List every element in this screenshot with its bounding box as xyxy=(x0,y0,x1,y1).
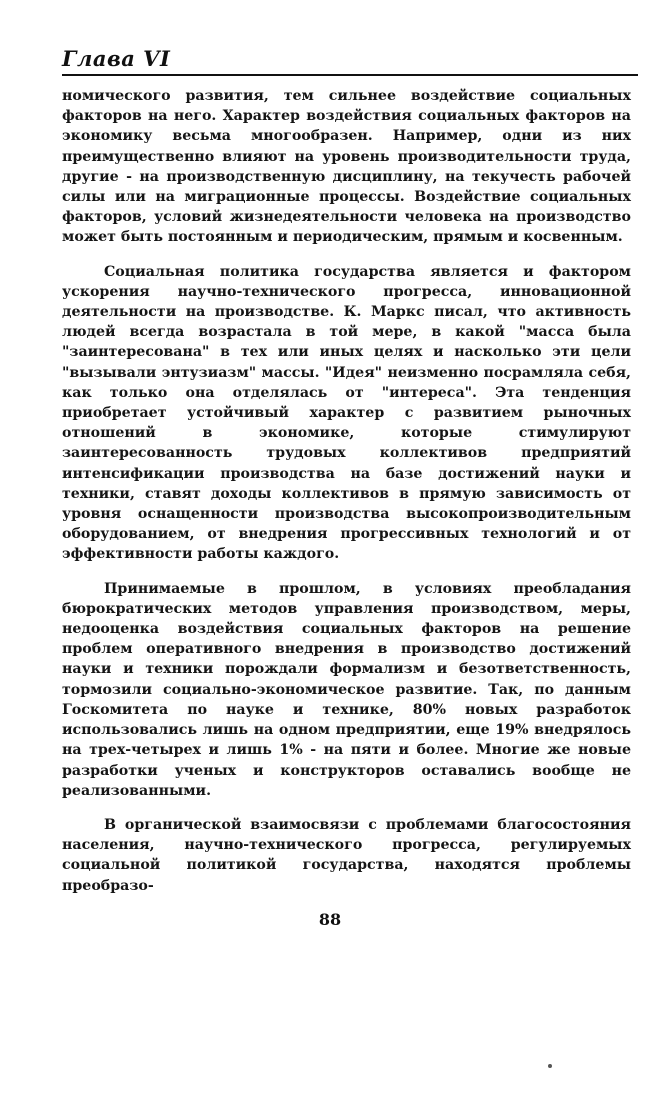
paragraph-4: В органической взаимосвязи с проблемами благосостояния населения, научно-технического прогресса, регулируемых социальной политикой государства, находятся проблемы преобразо- xyxy=(62,816,631,894)
body-text xyxy=(62,86,631,910)
paragraph-3: Принимаемые в прошлом, в условиях преобладания бюрократических методов управления производством, меры, недооценка воздействия социальных факторов на решение проблем оперативного внедрения в производство достижений науки и техники порождали формализм и безответственность, тормозили социально-экономическое развитие. Так, по данным Госкомитета по науке и технике, 80% новых разработок использовались лишь на одном предприятии, еще 19% внедрялось на трех-четырех и лишь 1% - на пяти и более. Многие же новые разработки ученых и конструкторов оставались вообще не реализованными. xyxy=(62,580,631,799)
header-rule xyxy=(62,74,638,76)
paragraph-1: номического развития, тем сильнее воздействие социальных факторов на него. Характер воздействия социальных факторов на экономику весьма многообразен. Например, одни из них преимущественно влияют на уровень производительности труда, другие - на производственную дисциплину, на текучесть рабочей силы или на миграционные процессы. Воздействие социальных факторов, условий жизнедеятельности человека на производство может быть постоянным и периодическим, прямым и косвенным. xyxy=(62,88,631,246)
scan-speck xyxy=(548,1064,552,1068)
chapter-title: Глава VI xyxy=(62,46,171,71)
paragraph-2: Социальная политика государства является и фактором ускорения научно-технического прогресса, инновационной деятельности на производстве. К. Маркс писал, что активность людей всегда возрастала в той мере, в какой "масса была "заинтересована" в тех или иных целях и насколько эти цели "вызывали энтузиазм" массы. "Идея" неизменно посрамляла себя, как только она отделялась от "интереса". Эта тенденция приобретает устойчивый характер с развитием рыночных отношений в экономике, которые стимулируют заинтересованность трудовых коллективов предприятий интенсификации производства на базе достижений науки и техники, ставят доходы коллективов в прямую зависимость от уровня оснащенности производства высокопроизводительным оборудованием, от внедрения прогрессивных технологий и от эффективности работы каждого. xyxy=(62,263,631,563)
page-number: 88 xyxy=(318,910,342,929)
running-header xyxy=(62,42,638,76)
